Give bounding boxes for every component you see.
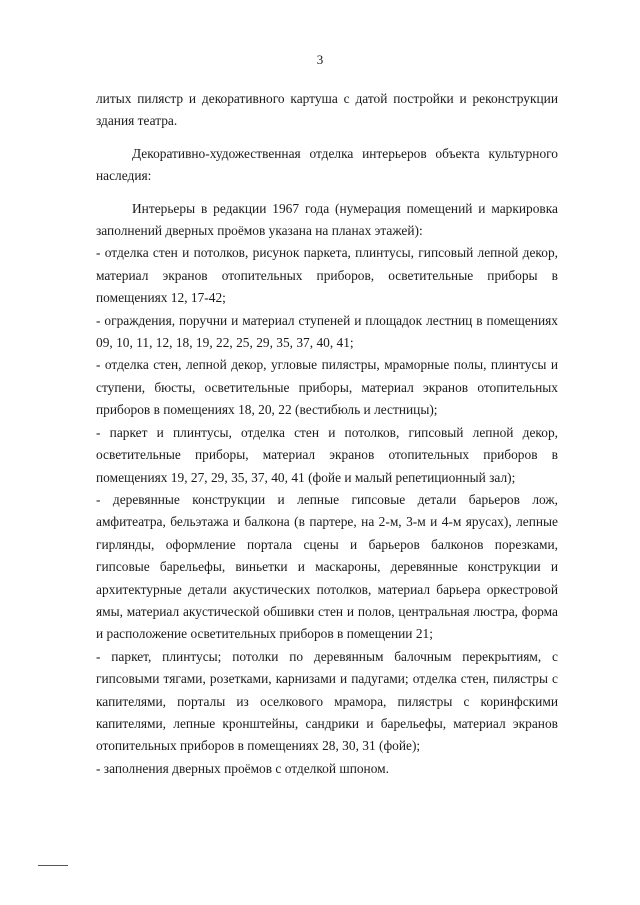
list-item: - паркет, плинтусы; потолки по деревянным балочным перекрытиям, с гипсовыми тягами, розетками, карнизами и падугами; отделка стен, пилястры с капителями, порталы из оселкового мрамора, пилястры с коринфскими капителями, лепные кронштейны, сандрики и барельефы, материал экранов отопительных приборов в помещениях 28, 30, 31 (фойе); xyxy=(96,648,558,754)
paragraph-section-heading: Декоративно-художественная отделка интерьеров объекта культурного наследия: xyxy=(96,145,558,184)
list-item: - заполнения дверных проёмов с отделкой шпоном. xyxy=(96,760,389,776)
list-item: - отделка стен, лепной декор, угловые пилястры, мраморные полы, плинтусы и ступени, бюсты, осветительные приборы, материал экранов отопительных приборов в помещениях 18, 20, 22 (вестибюль и лестницы); xyxy=(96,357,558,418)
paragraph-intro-continuation: литых пилястр и декоративного картуша с датой постройки и реконструкции здания театра. xyxy=(96,91,558,129)
page-number: 3 xyxy=(316,52,324,67)
list-item: - ограждения, поручни и материал ступеней и площадок лестниц в помещениях 09, 10, 11, 12, 18, 19, 22, 25, 29, 35, 37, 40, 41; xyxy=(96,312,558,351)
list-item: - деревянные конструкции и лепные гипсовые детали барьеров лож, амфитеатра, бельэтажа и балкона (в партере, на 2-м, 3-м и 4-м ярусах), лепные гирлянды, оформление портала сцены и барьеров балконов порезками, гипсовые барельефы, виньетки и маскароны, деревянные конструкции и архитектурные детали акустических потолков, материал барьера оркестровой ямы, материал акустической обшивки стен и полов, центральная люстра, форма и расположение осветительных приборов в помещении 21; xyxy=(96,491,558,642)
paragraph-interiors-1967: Интерьеры в редакции 1967 года (нумерация помещений и маркировка заполнений дверных проёмов указана на планах этажей): xyxy=(96,200,558,239)
list-item: - отделка стен и потолков, рисунок паркета, плинтусы, гипсовый лепной декор, материал экранов отопительных приборов, осветительные приборы в помещениях 12, 17-42; xyxy=(96,245,558,306)
document-body xyxy=(96,88,558,780)
footnote-separator-line xyxy=(38,865,68,866)
list-item: - паркет и плинтусы, отделка стен и потолков, гипсовый лепной декор, осветительные приборы, материал экранов отопительных приборов в помещениях 19, 27, 29, 35, 37, 40, 41 (фойе и малый репетиционный зал); xyxy=(96,424,558,485)
